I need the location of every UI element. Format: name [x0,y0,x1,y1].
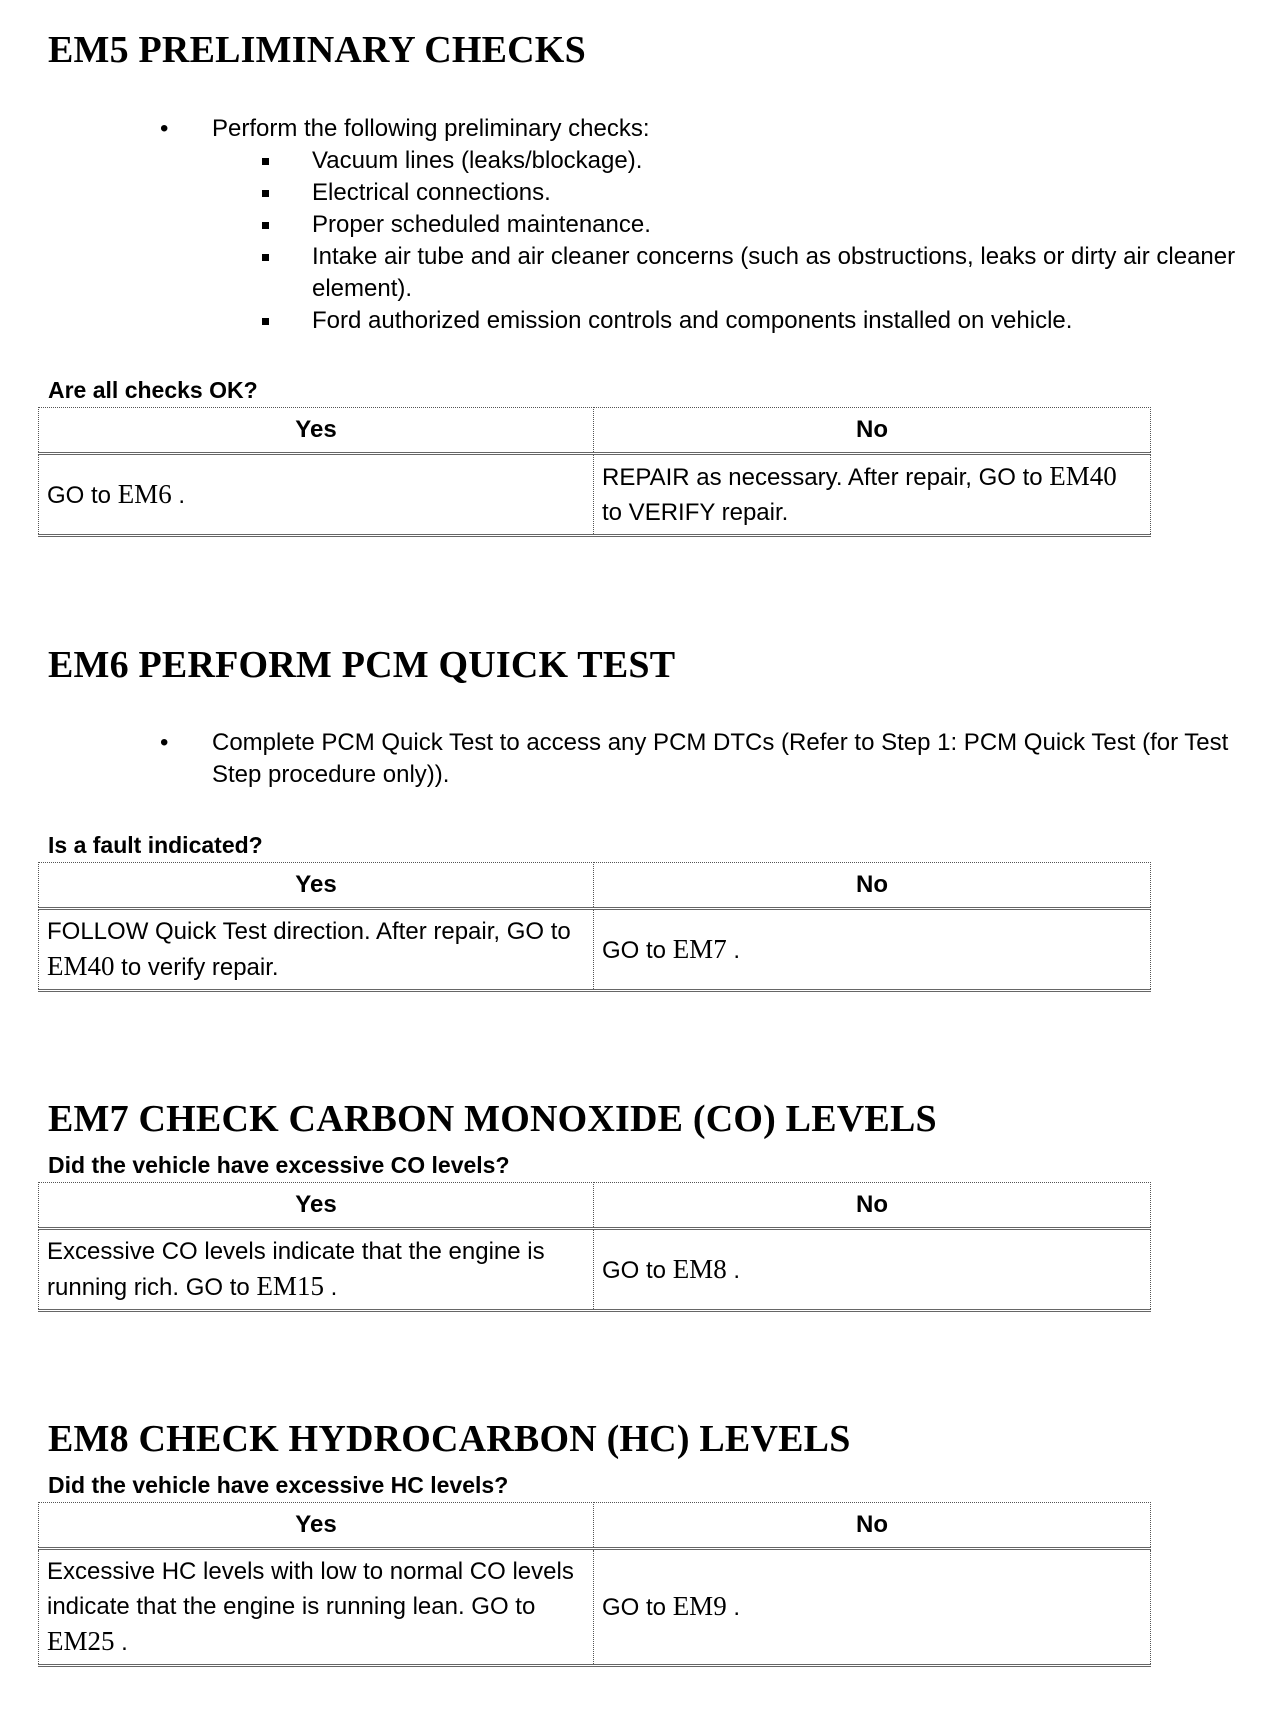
em6-yes-cell: FOLLOW Quick Test direction. After repair, GO to EM40 to verify repair. [39,909,594,991]
em8-decision-table [38,1502,1151,1667]
em8-no-ref-link[interactable]: EM9 [672,1591,727,1621]
em7-decision-table [38,1182,1151,1312]
em5-question: Are all checks OK? [48,377,258,403]
em7-yes-cell: Excessive CO levels indicate that the engine is running rich. GO to EM15 . [39,1229,594,1311]
em5-yes-ref-link[interactable]: EM6 [117,478,172,509]
em6-no-cell: GO to EM7 . [594,909,1151,991]
em5-subitem-electrical: Electrical connections. [0,177,1264,209]
em6-bullet: • Complete PCM Quick Test to access any PCM DTCs (Refer to Step 1: PCM Quick Test (for Test Step procedure only)). [0,727,1244,791]
em5-subitem-vacuum: Vacuum lines (leaks/blockage). [0,145,1264,177]
em6-yes-ref-link[interactable]: EM40 [47,951,115,981]
em7-no-cell: GO to EM8 . [594,1229,1151,1311]
em7-question: Did the vehicle have excessive CO levels? [48,1152,510,1178]
em8-no-header: No [594,1503,1151,1549]
em6-no-ref-link[interactable]: EM7 [672,933,727,964]
em8-yes-ref-link[interactable]: EM25 [47,1626,115,1656]
em7-yes-header: Yes [39,1183,594,1229]
em8-yes-header: Yes [39,1503,594,1549]
em8-no-cell: GO to EM9 . [594,1549,1151,1666]
em5-bullet: • Perform the following preliminary checks: [0,113,1264,145]
section-title-em6: EM6 PERFORM PCM QUICK TEST [48,644,676,686]
em5-subitem-maintenance: Proper scheduled maintenance. [0,209,1264,241]
em8-question: Did the vehicle have excessive HC levels? [48,1472,509,1498]
em6-checklist [0,727,1244,791]
em5-no-header: No [594,408,1151,454]
section-title-em8: EM8 CHECK HYDROCARBON (HC) LEVELS [48,1418,851,1460]
em7-yes-ref-link[interactable]: EM15 [256,1271,324,1301]
em6-no-header: No [594,863,1151,909]
em5-no-ref-link[interactable]: EM40 [1049,461,1117,491]
em7-no-header: No [594,1183,1151,1229]
em5-yes-cell: GO to EM6 . [39,454,594,536]
section-title-em5: EM5 PRELIMINARY CHECKS [48,29,586,71]
section-title-em7: EM7 CHECK CARBON MONOXIDE (CO) LEVELS [48,1098,937,1140]
em5-subitem-emission-controls: Ford authorized emission controls and components installed on vehicle. [0,305,1264,337]
em6-yes-header: Yes [39,863,594,909]
em5-checklist [0,113,1264,337]
em6-question: Is a fault indicated? [48,832,263,858]
em5-no-cell: REPAIR as necessary. After repair, GO to EM40 to VERIFY repair. [594,454,1151,536]
em6-decision-table [38,862,1151,992]
em5-yes-header: Yes [39,408,594,454]
em5-subitem-intake-air: Intake air tube and air cleaner concerns (such as obstructions, leaks or dirty air cleaner element). [0,241,1264,305]
em7-no-ref-link[interactable]: EM8 [672,1253,727,1284]
em8-yes-cell: Excessive HC levels with low to normal CO levels indicate that the engine is running lean. GO to EM25 . [39,1549,594,1666]
em5-decision-table [38,407,1151,537]
